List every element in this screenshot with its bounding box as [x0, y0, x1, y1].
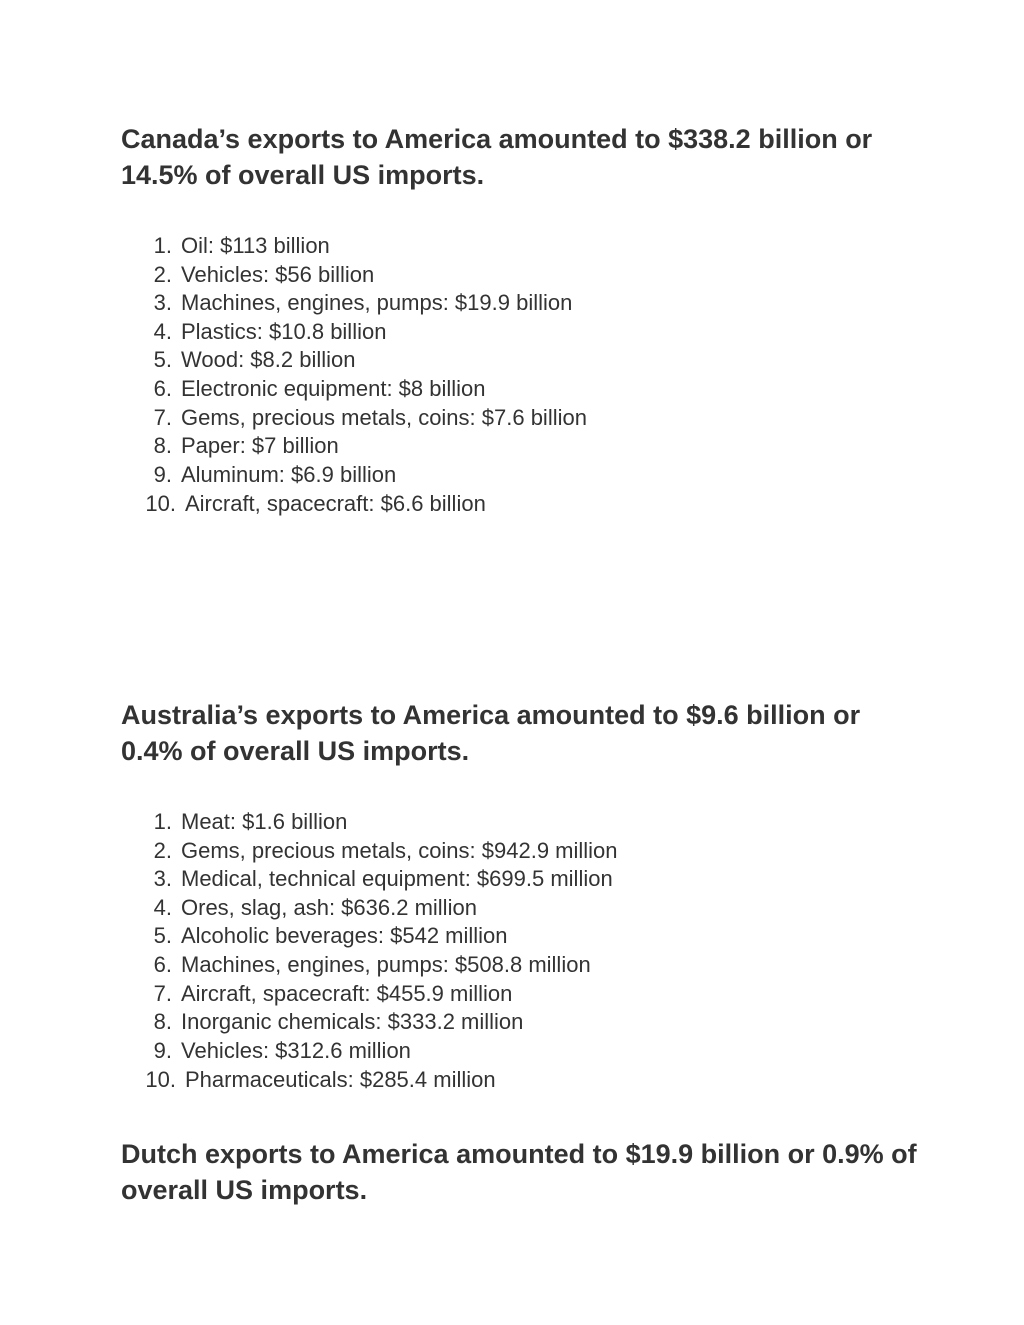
list-item-number: 8. [153, 433, 172, 459]
list-item-text: Ores, slag, ash: $636.2 million [181, 894, 477, 920]
list-item-number: 2. [153, 837, 172, 863]
list-item-text: Plastics: $10.8 billion [181, 318, 387, 344]
list-item-text: Alcoholic beverages: $542 million [181, 923, 508, 949]
list-item-number: 9. [153, 1037, 172, 1063]
list-item-text: Gems, precious metals, coins: $942.9 million [181, 837, 618, 863]
list-item-text: Wood: $8.2 billion [181, 347, 356, 373]
list-item-text: Gems, precious metals, coins: $7.6 billion [181, 404, 587, 430]
list-item-text: Pharmaceuticals: $285.4 million [185, 1067, 496, 1093]
list-item-text: Paper: $7 billion [181, 433, 339, 459]
list-item-number: 3. [153, 290, 172, 316]
list-item-text: Aluminum: $6.9 billion [181, 461, 397, 487]
list-item-number: 1. [153, 809, 172, 834]
list-item-number: 5. [153, 347, 172, 373]
list-item-text: Aircraft, spacecraft: $455.9 million [181, 980, 513, 1006]
list-item-number: 7. [153, 980, 172, 1006]
list-item-text: Medical, technical equipment: $699.5 million [181, 866, 613, 892]
list-item-text: Aircraft, spacecraft: $6.6 billion [185, 491, 486, 517]
list-item-number: 2. [153, 261, 172, 287]
list-item-number: 8. [153, 1009, 172, 1035]
list-item-text: Electronic equipment: $8 billion [181, 375, 486, 401]
list-item-number: 3. [153, 866, 172, 892]
list-item-number: 9. [153, 461, 172, 487]
list-item-number: 5. [153, 923, 172, 949]
list-item-text: Machines, engines, pumps: $508.8 million [181, 951, 591, 977]
list-item-number: 1. [153, 233, 172, 258]
list-item-number: 4. [153, 894, 172, 920]
australia-heading: Australia’s exports to America amounted to $9.6 billion or 0.4% of overall US imports. [121, 700, 861, 766]
list-item-text: Machines, engines, pumps: $19.9 billion [181, 290, 573, 316]
list-item-number: 7. [153, 404, 172, 430]
list-item-number: 10. [145, 1067, 176, 1093]
list-item-number: 4. [153, 318, 172, 344]
list-item-number: 6. [153, 951, 172, 977]
list-item-text: Vehicles: $312.6 million [181, 1037, 411, 1063]
list-item-number: 10. [145, 491, 176, 517]
list-item-number: 6. [153, 375, 172, 401]
canada-heading: Canada’s exports to America amounted to $338.2 billion or 14.5% of overall US imports. [121, 124, 873, 190]
list-item-text: Oil: $113 billion [181, 233, 330, 258]
dutch-heading: Dutch exports to America amounted to $19.9 billion or 0.9% of overall US imports. [121, 1139, 917, 1205]
list-item-text: Meat: $1.6 billion [181, 809, 348, 834]
list-item-text: Inorganic chemicals: $333.2 million [181, 1009, 524, 1035]
list-item-text: Vehicles: $56 billion [181, 261, 375, 287]
